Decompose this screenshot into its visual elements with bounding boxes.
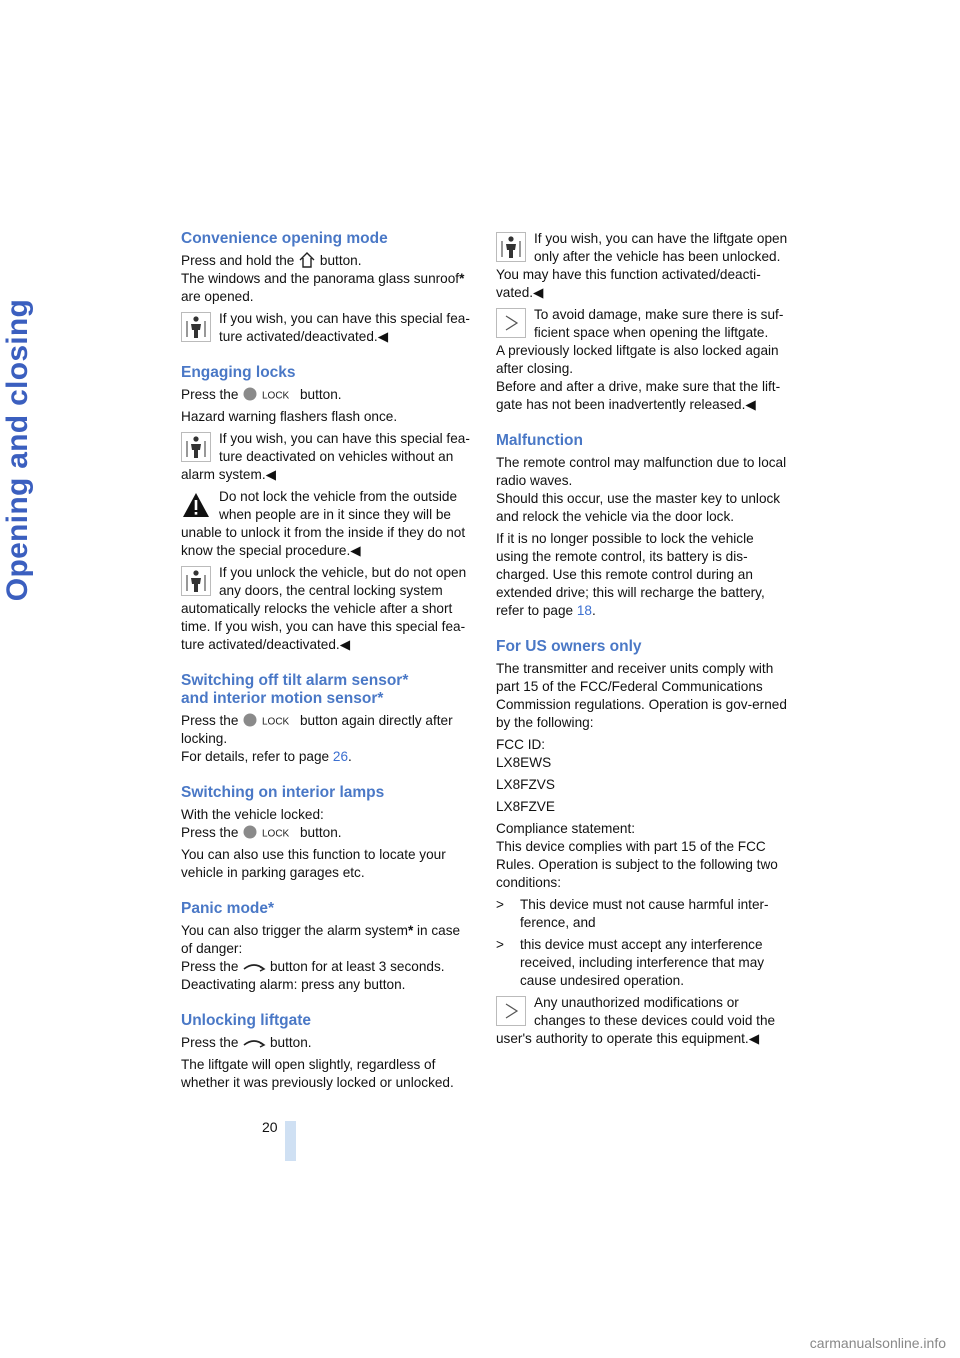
heading-panic-mode: Panic mode* [181,900,275,917]
warning-triangle-icon [181,490,211,520]
paragraph: LX8FZVE [496,799,555,814]
caution-note: Any unauthorized modifications or changes to these devices could void the user's authority to operate this equipment.◀ [496,995,776,1046]
service-note: If you wish, you can have the liftgate open only after the vehicle has been unlocked. You may have this function activated/deacti-vated.◀ [496,231,788,300]
page-number: 20 [262,1119,278,1135]
heading-malfunction: Malfunction [496,432,583,449]
left-column [181,230,473,1096]
paragraph: Press and hold the button. The windows and the panorama glass sunroof* are opened. [181,253,465,304]
caution-note: To avoid damage, make sure there is suf-ficient space when opening the liftgate. A previously locked liftgate is also locked again after closing. Before and after a drive, make sure that the lift-gate has not been inadvertently released.◀ [496,307,784,412]
section-side-title [0,230,36,670]
paragraph: You can also use this function to locate your vehicle in parking garages etc. [181,847,446,880]
svg-text:LOCK: LOCK [262,390,290,402]
paragraph: Press the LOCK button again directly after locking. For details, refer to page 26. [181,713,453,764]
page-link[interactable]: 18 [576,603,592,618]
service-note: If you unlock the vehicle, but do not open any doors, the central locking system automatically relocks the vehicle after a short time. If you wish, you can have this special fea-ture activated/deactivated.◀ [181,565,467,652]
paragraph: Press the button. [181,1035,312,1050]
section-title-text: Opening and closing [1,298,34,602]
liftgate-button-icon [242,960,266,974]
svg-text:LOCK: LOCK [262,828,290,840]
paragraph: LX8FZVS [496,777,555,792]
page-link[interactable]: 26 [332,749,349,764]
paragraph: The liftgate will open slightly, regardless of whether it was previously locked or unlocked. [181,1057,454,1090]
paragraph: You can also trigger the alarm system* in case of danger: Press the button for at least 3 seconds. Deactivating alarm: press any button. [181,923,461,992]
watermark: carmanualsonline.info [809,1335,946,1351]
svg-text:LOCK: LOCK [262,716,290,728]
bullet-mark: > [496,937,504,952]
caution-arrow-icon [496,996,526,1026]
lock-button-icon [242,386,296,402]
heading-tilt-alarm: Switching off tilt alarm sensor* and interior motion sensor* [181,672,409,707]
paragraph: Press the LOCK button. [181,387,342,402]
heading-engaging-locks: Engaging locks [181,364,296,381]
heading-convenience: Convenience opening mode [181,230,388,247]
service-note: If you wish, you can have this special fea-ture deactivated on vehicles without an alarm system.◀ [181,431,470,482]
paragraph: With the vehicle locked: Press the LOCK button. [181,807,342,840]
page-margin-bar [285,1121,296,1161]
list-item: > This device must not cause harmful inter-ference, and [496,897,769,930]
caution-arrow-icon [496,308,526,338]
heading-interior-lamps: Switching on interior lamps [181,784,385,801]
service-person-icon [181,312,211,342]
bullet-mark: > [496,897,504,912]
service-person-icon [181,432,211,462]
right-column [496,230,788,1052]
unlock-house-icon [298,252,316,268]
paragraph: FCC ID: LX8EWS [496,737,552,770]
warning-note: Do not lock the vehicle from the outside when people are in it since they will be unable to unlock it from the inside if they do not know the special procedure.◀ [181,489,466,558]
lock-button-icon [242,824,296,840]
heading-us-owners: For US owners only [496,638,642,655]
service-person-icon [496,232,526,262]
asterisk-icon: * [407,923,414,938]
paragraph: Compliance statement: This device complies with part 15 of the FCC Rules. Operation is subject to the following two conditions: [496,821,778,890]
lock-button-icon [242,712,296,728]
service-note: If you wish, you can have this special fea-ture activated/deactivated.◀ [181,310,473,346]
paragraph: The remote control may malfunction due to local radio waves. Should this occur, use the master key to unlock and relock the vehicle via the door lock. [496,455,787,524]
service-person-icon [181,566,211,596]
paragraph: If it is no longer possible to lock the vehicle using the remote control, its battery is dis-charged. Use this remote control during an extended drive; this will recharge the battery, refer to page 18. [496,531,765,618]
paragraph: Hazard warning flashers flash once. [181,409,398,424]
list-item: > this device must accept any interference received, including interference that may cause undesired operation. [496,937,765,988]
liftgate-button-icon [242,1036,266,1050]
asterisk-icon: * [459,271,465,286]
paragraph: The transmitter and receiver units comply with part 15 of the FCC/Federal Communications Commission regulations. Operation is gov-erned by the following: [496,661,787,730]
heading-unlocking-liftgate: Unlocking liftgate [181,1012,312,1029]
